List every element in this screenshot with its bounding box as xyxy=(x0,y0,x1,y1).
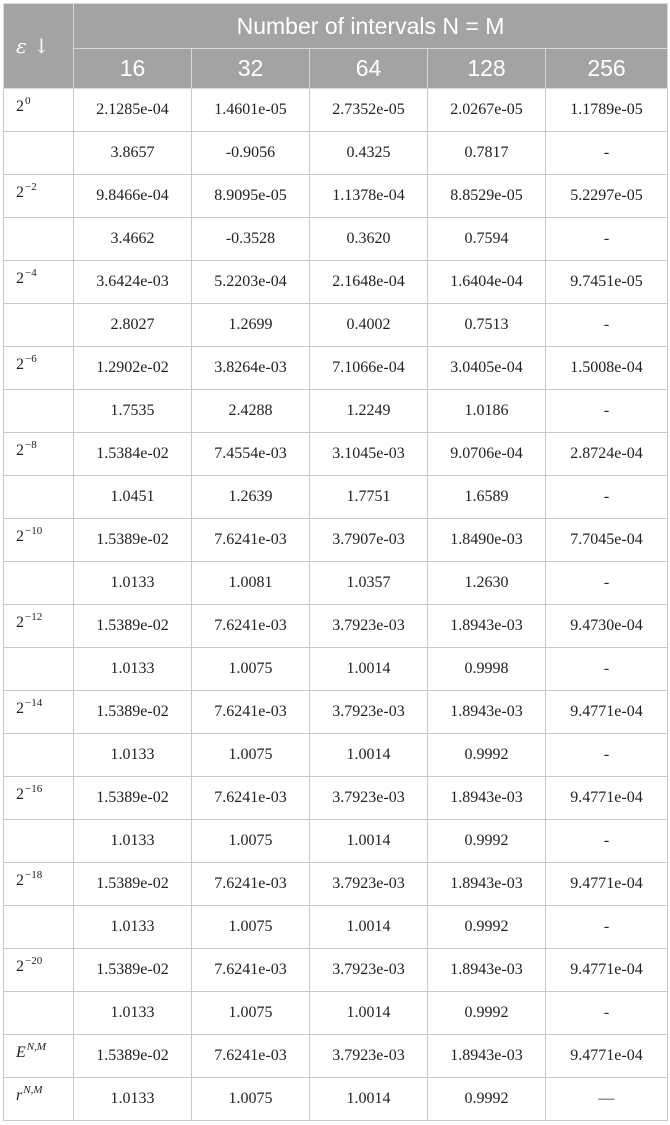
rate-value: 1.7751 xyxy=(310,476,428,519)
rate-row xyxy=(4,820,668,863)
rate-value: 1.6589 xyxy=(428,476,546,519)
rate-value: 1.0133 xyxy=(74,820,192,863)
error-value: 1.5389e-02 xyxy=(74,519,192,562)
error-value: 8.8529e-05 xyxy=(428,175,546,218)
summary-value: 1.0133 xyxy=(74,1078,192,1121)
rate-value: 1.0014 xyxy=(310,648,428,691)
rate-value: 0.9992 xyxy=(428,734,546,777)
error-value: 1.8943e-03 xyxy=(428,777,546,820)
summary-value: 1.0014 xyxy=(310,1078,428,1121)
rate-value: 2.4288 xyxy=(192,390,310,433)
label-base: 2 xyxy=(16,98,24,115)
label-base: 2 xyxy=(16,442,24,459)
rate-value: 1.0014 xyxy=(310,992,428,1035)
table-body xyxy=(4,89,668,1121)
error-value: 1.5008e-04 xyxy=(546,347,668,390)
epsilon-label xyxy=(4,347,74,390)
rate-value: 0.7594 xyxy=(428,218,546,261)
error-value: 3.7923e-03 xyxy=(310,863,428,906)
rate-value: 0.4002 xyxy=(310,304,428,347)
error-row xyxy=(4,777,668,820)
rate-value: 1.0133 xyxy=(74,734,192,777)
rate-row xyxy=(4,304,668,347)
empty-label-cell xyxy=(4,820,74,863)
error-value: 7.7045e-04 xyxy=(546,519,668,562)
rate-value: 1.0133 xyxy=(74,992,192,1035)
label-exponent: −12 xyxy=(25,611,43,623)
rate-value: 1.0133 xyxy=(74,648,192,691)
error-value: 1.5389e-02 xyxy=(74,949,192,992)
label-exponent: −20 xyxy=(25,955,43,967)
error-value: 3.7923e-03 xyxy=(310,777,428,820)
rate-value: 1.0075 xyxy=(192,906,310,949)
label-base: 2 xyxy=(16,270,24,287)
summary-row-r xyxy=(4,1078,668,1121)
epsilon-label xyxy=(4,605,74,648)
rate-value: 0.9992 xyxy=(428,906,546,949)
rate-value: 1.0075 xyxy=(192,648,310,691)
rate-value: 0.4325 xyxy=(310,132,428,175)
epsilon-label xyxy=(4,1035,74,1078)
error-value: 7.6241e-03 xyxy=(192,777,310,820)
summary-value: 1.5389e-02 xyxy=(74,1035,192,1078)
label-exponent: −10 xyxy=(25,525,43,537)
error-value: 2.1285e-04 xyxy=(74,89,192,132)
epsilon-label xyxy=(4,691,74,734)
column-header: 16 xyxy=(74,49,192,89)
rate-value: - xyxy=(546,390,668,433)
rate-value: 1.0075 xyxy=(192,734,310,777)
empty-label-cell xyxy=(4,562,74,605)
epsilon-label xyxy=(4,433,74,476)
summary-value: 1.8943e-03 xyxy=(428,1035,546,1078)
rate-value: 2.8027 xyxy=(74,304,192,347)
label-exponent: −14 xyxy=(25,697,43,709)
label-exponent: −18 xyxy=(25,869,43,881)
empty-label-cell xyxy=(4,476,74,519)
rate-value: 0.3620 xyxy=(310,218,428,261)
error-value: 9.4771e-04 xyxy=(546,949,668,992)
rate-value: 0.7513 xyxy=(428,304,546,347)
label-base: 2 xyxy=(16,700,24,717)
summary-value: — xyxy=(546,1078,668,1121)
rate-value: - xyxy=(546,906,668,949)
error-value: 1.8943e-03 xyxy=(428,605,546,648)
epsilon-label xyxy=(4,175,74,218)
epsilon-label xyxy=(4,519,74,562)
rate-value: 3.4662 xyxy=(74,218,192,261)
summary-row-E xyxy=(4,1035,668,1078)
rate-value: - xyxy=(546,820,668,863)
summary-value: 3.7923e-03 xyxy=(310,1035,428,1078)
rate-row xyxy=(4,906,668,949)
error-value: 1.5389e-02 xyxy=(74,777,192,820)
error-row xyxy=(4,89,668,132)
label-exponent: 0 xyxy=(25,95,31,107)
label-base: 2 xyxy=(16,184,24,201)
error-value: 7.6241e-03 xyxy=(192,863,310,906)
rate-value: 3.8657 xyxy=(74,132,192,175)
empty-label-cell xyxy=(4,218,74,261)
label-base: 2 xyxy=(16,614,24,631)
error-row xyxy=(4,691,668,734)
error-value: 9.4730e-04 xyxy=(546,605,668,648)
error-value: 2.8724e-04 xyxy=(546,433,668,476)
error-row xyxy=(4,605,668,648)
error-value: 1.5389e-02 xyxy=(74,691,192,734)
rate-value: 1.0014 xyxy=(310,820,428,863)
error-row xyxy=(4,863,668,906)
label-exponent: N,M xyxy=(26,1041,47,1053)
rate-value: - xyxy=(546,992,668,1035)
rate-value: 0.9992 xyxy=(428,992,546,1035)
error-value: 9.0706e-04 xyxy=(428,433,546,476)
error-value: 1.5389e-02 xyxy=(74,605,192,648)
error-value: 1.2902e-02 xyxy=(74,347,192,390)
rate-value: 1.0014 xyxy=(310,734,428,777)
error-value: 7.4554e-03 xyxy=(192,433,310,476)
error-value: 3.7907e-03 xyxy=(310,519,428,562)
column-header: 128 xyxy=(428,49,546,89)
rate-value: - xyxy=(546,218,668,261)
rate-value: 1.2249 xyxy=(310,390,428,433)
empty-label-cell xyxy=(4,648,74,691)
error-value: 3.7923e-03 xyxy=(310,691,428,734)
error-value: 3.1045e-03 xyxy=(310,433,428,476)
rate-row xyxy=(4,476,668,519)
table-header xyxy=(4,4,668,89)
error-value: 1.8943e-03 xyxy=(428,863,546,906)
label-exponent: −8 xyxy=(25,439,37,451)
rate-value: 1.7535 xyxy=(74,390,192,433)
rate-value: 1.0014 xyxy=(310,906,428,949)
error-value: 7.6241e-03 xyxy=(192,605,310,648)
rate-value: - xyxy=(546,132,668,175)
error-value: 3.8264e-03 xyxy=(192,347,310,390)
rate-value: - xyxy=(546,734,668,777)
column-header: 32 xyxy=(192,49,310,89)
label-base: 2 xyxy=(16,872,24,889)
error-value: 3.0405e-04 xyxy=(428,347,546,390)
error-row xyxy=(4,949,668,992)
column-header: 256 xyxy=(546,49,668,89)
label-base: 2 xyxy=(16,786,24,803)
empty-label-cell xyxy=(4,992,74,1035)
epsilon-label xyxy=(4,89,74,132)
error-value: 1.5389e-02 xyxy=(74,863,192,906)
error-value: 7.6241e-03 xyxy=(192,949,310,992)
rate-row xyxy=(4,648,668,691)
error-value: 2.0267e-05 xyxy=(428,89,546,132)
rate-value: 1.0075 xyxy=(192,992,310,1035)
label-exponent: N,M xyxy=(23,1084,43,1096)
error-value: 1.4601e-05 xyxy=(192,89,310,132)
rate-value: - xyxy=(546,476,668,519)
rate-value: 1.0133 xyxy=(74,906,192,949)
rate-value: -0.3528 xyxy=(192,218,310,261)
rate-row xyxy=(4,992,668,1035)
rate-value: 0.7817 xyxy=(428,132,546,175)
error-value: 7.1066e-04 xyxy=(310,347,428,390)
error-value: 3.6424e-03 xyxy=(74,261,192,304)
error-value: 1.8943e-03 xyxy=(428,691,546,734)
empty-label-cell xyxy=(4,390,74,433)
rate-value: 1.0075 xyxy=(192,820,310,863)
error-value: 3.7923e-03 xyxy=(310,605,428,648)
epsilon-label xyxy=(4,777,74,820)
rate-value: - xyxy=(546,562,668,605)
rate-value: -0.9056 xyxy=(192,132,310,175)
rate-value: 0.9998 xyxy=(428,648,546,691)
label-exponent: −2 xyxy=(25,181,37,193)
rate-value: - xyxy=(546,648,668,691)
summary-value: 1.0075 xyxy=(192,1078,310,1121)
error-row xyxy=(4,175,668,218)
error-value: 1.5384e-02 xyxy=(74,433,192,476)
rate-value: 1.0133 xyxy=(74,562,192,605)
error-value: 2.1648e-04 xyxy=(310,261,428,304)
error-value: 1.8943e-03 xyxy=(428,949,546,992)
error-row xyxy=(4,261,668,304)
error-value: 5.2203e-04 xyxy=(192,261,310,304)
epsilon-label xyxy=(4,949,74,992)
epsilon-label xyxy=(4,261,74,304)
empty-label-cell xyxy=(4,304,74,347)
error-value: 7.6241e-03 xyxy=(192,519,310,562)
rate-value: 1.2699 xyxy=(192,304,310,347)
rate-value: 1.0357 xyxy=(310,562,428,605)
error-value: 2.7352e-05 xyxy=(310,89,428,132)
error-row xyxy=(4,347,668,390)
column-header: 64 xyxy=(310,49,428,89)
rate-row xyxy=(4,562,668,605)
label-base: 2 xyxy=(16,958,24,975)
intervals-group-header: Number of intervals N = M xyxy=(74,4,668,49)
empty-label-cell xyxy=(4,734,74,777)
results-table xyxy=(3,3,668,1121)
rate-row xyxy=(4,390,668,433)
error-value: 1.8490e-03 xyxy=(428,519,546,562)
error-value: 7.6241e-03 xyxy=(192,691,310,734)
error-value: 9.7451e-05 xyxy=(546,261,668,304)
epsilon-column-header: ε ↓ xyxy=(4,4,74,89)
error-value: 1.6404e-04 xyxy=(428,261,546,304)
error-value: 1.1378e-04 xyxy=(310,175,428,218)
label-exponent: −16 xyxy=(25,783,43,795)
label-base: E xyxy=(16,1044,26,1061)
label-base: 2 xyxy=(16,528,24,545)
error-value: 1.1789e-05 xyxy=(546,89,668,132)
error-row xyxy=(4,519,668,562)
error-value: 9.4771e-04 xyxy=(546,863,668,906)
rate-value: 1.2630 xyxy=(428,562,546,605)
label-base: r xyxy=(16,1087,23,1104)
epsilon-label xyxy=(4,1078,74,1121)
empty-label-cell xyxy=(4,906,74,949)
summary-value: 7.6241e-03 xyxy=(192,1035,310,1078)
summary-value: 0.9992 xyxy=(428,1078,546,1121)
empty-label-cell xyxy=(4,132,74,175)
label-exponent: −4 xyxy=(25,267,37,279)
rate-value: 0.9992 xyxy=(428,820,546,863)
rate-value: 1.0451 xyxy=(74,476,192,519)
error-row xyxy=(4,433,668,476)
rate-value: 1.2639 xyxy=(192,476,310,519)
label-exponent: −6 xyxy=(25,353,37,365)
summary-value: 9.4771e-04 xyxy=(546,1035,668,1078)
epsilon-label xyxy=(4,863,74,906)
rate-row xyxy=(4,218,668,261)
error-value: 9.4771e-04 xyxy=(546,777,668,820)
error-value: 8.9095e-05 xyxy=(192,175,310,218)
rate-value: 1.0081 xyxy=(192,562,310,605)
label-base: 2 xyxy=(16,356,24,373)
error-value: 9.4771e-04 xyxy=(546,691,668,734)
rate-value: 1.0186 xyxy=(428,390,546,433)
rate-row xyxy=(4,132,668,175)
error-value: 5.2297e-05 xyxy=(546,175,668,218)
rate-row xyxy=(4,734,668,777)
rate-value: - xyxy=(546,304,668,347)
error-value: 3.7923e-03 xyxy=(310,949,428,992)
error-value: 9.8466e-04 xyxy=(74,175,192,218)
